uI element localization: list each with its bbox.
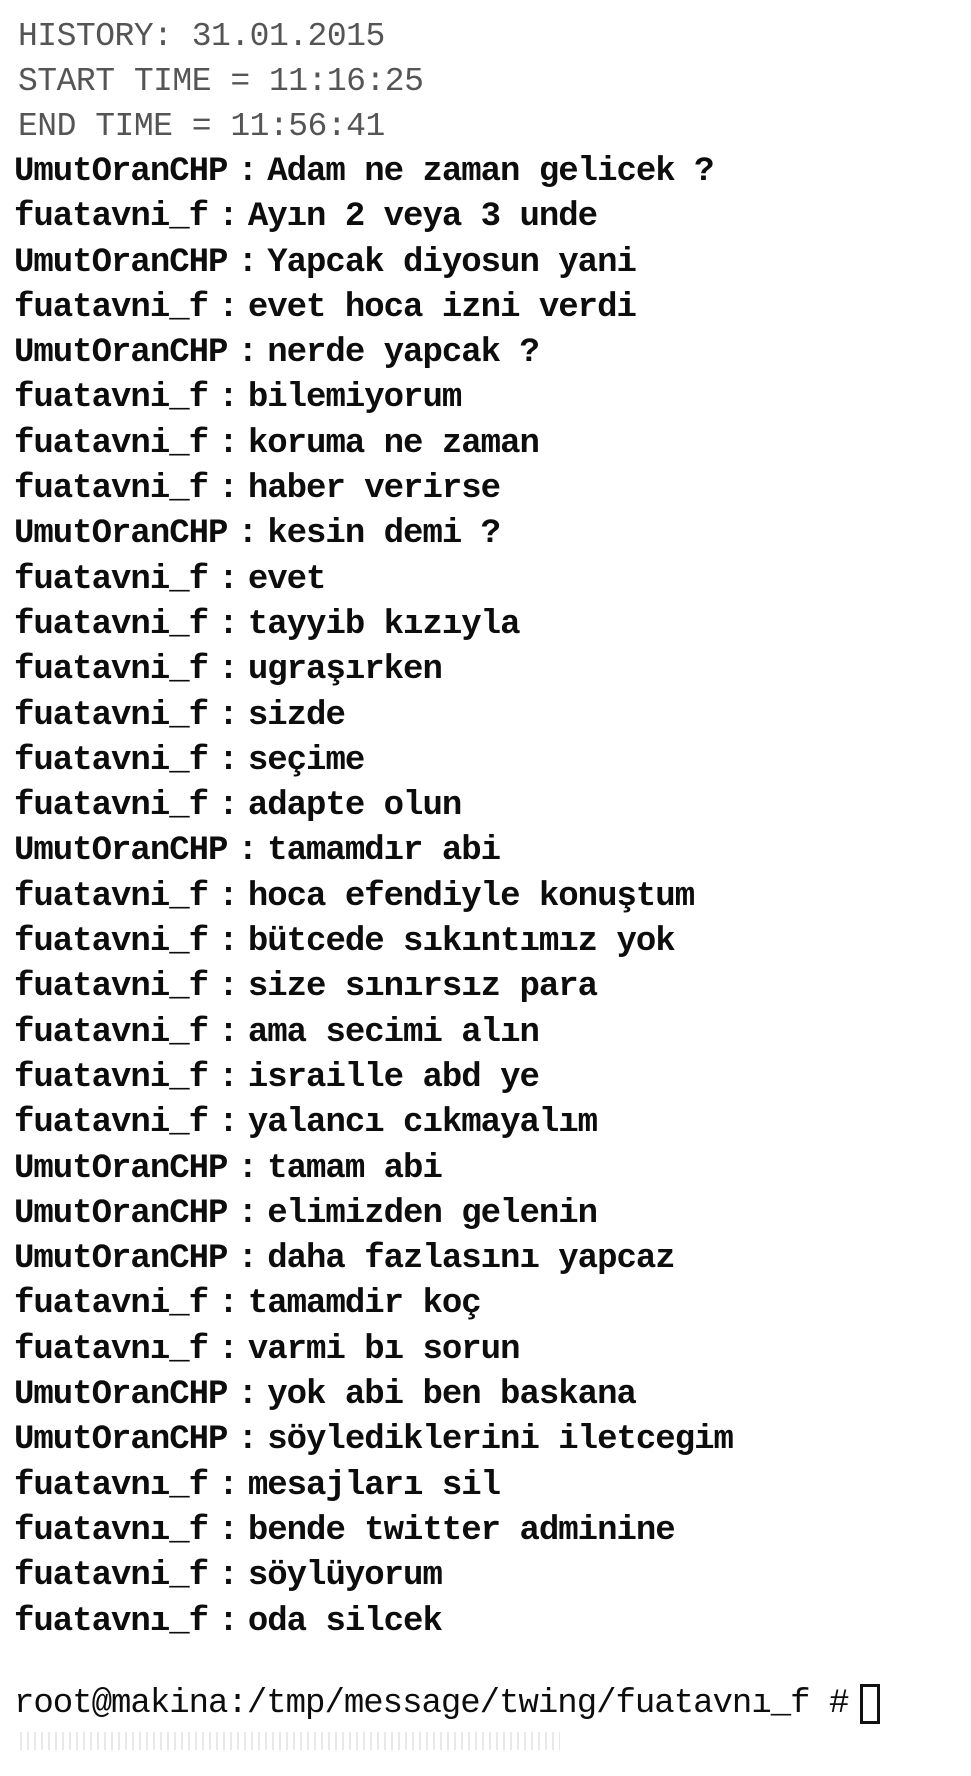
message-text: oda silcek: [247, 1602, 442, 1641]
message-username: UmutOranCHP: [14, 334, 228, 373]
message-username: fuatavnı_f: [14, 1511, 209, 1550]
message-username: fuatavni_f: [14, 1285, 209, 1324]
message-username: fuatavni_f: [14, 877, 209, 916]
message-text: tamamdır abi: [267, 832, 501, 871]
message-username: fuatavni_f: [14, 470, 209, 509]
message-separator: :: [237, 1421, 258, 1460]
message-text: sizde: [247, 696, 345, 735]
chat-message: [14, 1192, 733, 1237]
message-username: fuatavni_f: [14, 1058, 209, 1097]
chat-message: [14, 875, 733, 920]
message-separator: :: [218, 605, 238, 644]
chat-message: [14, 150, 733, 195]
message-username: fuatavnı_f: [14, 1330, 209, 1369]
chat-message: [14, 965, 733, 1010]
message-text: tayyib kızıyla: [247, 605, 520, 644]
chat-message: [14, 241, 733, 286]
message-text: yalancı cıkmayalım: [247, 1104, 598, 1143]
message-separator: :: [218, 696, 238, 735]
message-username: fuatavni_f: [14, 288, 209, 327]
message-text: tamamdir koç: [247, 1285, 481, 1324]
history-date: HISTORY: 31.01.2015: [18, 18, 385, 55]
chat-log: [14, 150, 733, 1645]
chat-message: [14, 422, 733, 467]
chat-message: [14, 603, 733, 648]
message-separator: :: [218, 1466, 238, 1505]
message-separator: :: [218, 1511, 238, 1550]
chat-message: [14, 512, 733, 557]
message-username: fuatavni_f: [14, 424, 209, 463]
message-text: söylüyorum: [247, 1557, 442, 1596]
chat-message: [14, 829, 733, 874]
message-username: UmutOranCHP: [14, 1376, 228, 1415]
message-text: daha fazlasını yapcaz: [267, 1240, 675, 1279]
chat-message: [14, 739, 733, 784]
chat-message: [14, 1509, 733, 1554]
message-separator: :: [218, 1013, 238, 1052]
message-text: nerde yapcak ?: [267, 334, 539, 373]
message-separator: :: [218, 560, 238, 599]
text-cursor: [860, 1684, 880, 1724]
message-separator: :: [218, 198, 238, 237]
message-username: fuatavni_f: [14, 741, 209, 780]
message-separator: :: [237, 1149, 258, 1188]
chat-message: [14, 1282, 733, 1327]
message-username: fuatavni_f: [14, 560, 209, 599]
message-username: UmutOranCHP: [14, 1149, 228, 1188]
message-text: Yapcak diyosun yani: [267, 243, 636, 282]
chat-message: [14, 1328, 733, 1373]
message-text: Ayın 2 veya 3 unde: [247, 198, 598, 237]
message-separator: :: [218, 651, 238, 690]
message-separator: :: [237, 243, 258, 282]
message-separator: :: [218, 1104, 238, 1143]
chat-message: [14, 694, 733, 739]
message-text: yok abi ben baskana: [267, 1376, 636, 1415]
message-username: UmutOranCHP: [14, 515, 228, 554]
message-username: UmutOranCHP: [14, 153, 228, 191]
message-text: adapte olun: [247, 787, 462, 826]
message-separator: :: [237, 1376, 258, 1415]
message-text: bütcede sıkıntımız yok: [247, 923, 675, 962]
message-username: UmutOranCHP: [14, 243, 228, 282]
message-text: ugraşırken: [247, 651, 442, 690]
message-username: fuatavni_f: [14, 605, 209, 644]
message-text: seçime: [247, 741, 365, 780]
message-username: fuatavni_f: [14, 198, 209, 237]
message-separator: :: [218, 288, 238, 327]
history-header: [18, 14, 423, 149]
message-text: evet hoca izni verdi: [247, 288, 636, 327]
message-text: bende twitter adminine: [247, 1511, 675, 1550]
message-username: fuatavni_f: [14, 968, 209, 1007]
chat-message: [14, 376, 733, 421]
shell-prompt-line[interactable]: [14, 1680, 880, 1728]
message-text: mesajları sil: [247, 1466, 501, 1505]
scan-noise: [20, 1732, 560, 1750]
chat-message: [14, 1464, 733, 1509]
end-time: END TIME = 11:56:41: [18, 108, 385, 145]
message-username: UmutOranCHP: [14, 1194, 228, 1233]
message-separator: :: [218, 1285, 238, 1324]
chat-message: [14, 1418, 733, 1463]
message-separator: :: [218, 1330, 238, 1369]
message-separator: :: [218, 787, 238, 826]
message-separator: :: [218, 741, 238, 780]
message-separator: :: [237, 1240, 258, 1279]
chat-message: [14, 784, 733, 829]
message-separator: :: [237, 515, 258, 554]
message-text: koruma ne zaman: [247, 424, 539, 463]
message-username: UmutOranCHP: [14, 832, 228, 871]
chat-message: [14, 1600, 733, 1645]
message-separator: :: [237, 832, 258, 871]
message-separator: :: [218, 923, 238, 962]
message-text: israille abd ye: [247, 1058, 539, 1097]
message-text: Adam ne zaman gelicek ?: [267, 153, 714, 191]
message-text: evet: [247, 560, 326, 599]
message-username: fuatavni_f: [14, 1104, 209, 1143]
chat-message: [14, 1237, 733, 1282]
message-text: hoca efendiyle konuştum: [247, 877, 695, 916]
chat-message: [14, 1011, 733, 1056]
message-username: UmutOranCHP: [14, 1240, 228, 1279]
message-username: fuatavnı_f: [14, 1602, 209, 1641]
chat-message: [14, 195, 733, 240]
chat-message: [14, 1147, 733, 1192]
message-username: fuatavni_f: [14, 1013, 209, 1052]
message-separator: :: [237, 1194, 258, 1233]
chat-message: [14, 920, 733, 965]
message-username: fuatavnı_f: [14, 1466, 209, 1505]
start-time: START TIME = 11:16:25: [18, 63, 424, 100]
message-text: elimizden gelenin: [267, 1194, 598, 1233]
chat-message: [14, 1373, 733, 1418]
message-username: fuatavni_f: [14, 1557, 209, 1596]
chat-message: [14, 331, 733, 376]
message-separator: :: [237, 153, 258, 191]
chat-message: [14, 1554, 733, 1599]
chat-message: [14, 286, 733, 331]
message-username: UmutOranCHP: [14, 1421, 228, 1460]
message-text: varmi bı sorun: [247, 1330, 520, 1369]
message-separator: :: [218, 1602, 238, 1641]
chat-message: [14, 558, 733, 603]
chat-message: [14, 1101, 733, 1146]
message-separator: :: [218, 1058, 238, 1097]
message-text: tamam abi: [267, 1149, 442, 1188]
message-text: size sınırsız para: [247, 968, 598, 1007]
chat-message: [14, 1056, 733, 1101]
message-username: fuatavni_f: [14, 787, 209, 826]
message-username: fuatavni_f: [14, 923, 209, 962]
shell-prompt: root@makina:/tmp/message/twing/fuatavnı_f #: [14, 1685, 849, 1723]
chat-message: [14, 467, 733, 512]
message-separator: :: [237, 334, 258, 373]
message-separator: :: [218, 424, 238, 463]
chat-message: [14, 648, 733, 693]
message-separator: :: [218, 470, 238, 509]
message-separator: :: [218, 968, 238, 1007]
message-text: söylediklerini iletcegim: [267, 1421, 733, 1460]
message-username: fuatavni_f: [14, 651, 209, 690]
message-text: bilemiyorum: [247, 379, 462, 418]
message-username: fuatavni_f: [14, 379, 209, 418]
message-username: fuatavni_f: [14, 696, 209, 735]
message-text: kesin demi ?: [267, 515, 501, 554]
message-separator: :: [218, 877, 238, 916]
message-separator: :: [218, 1557, 238, 1596]
message-separator: :: [218, 379, 238, 418]
message-text: ama secimi alın: [247, 1013, 539, 1052]
message-text: haber verirse: [247, 470, 501, 509]
